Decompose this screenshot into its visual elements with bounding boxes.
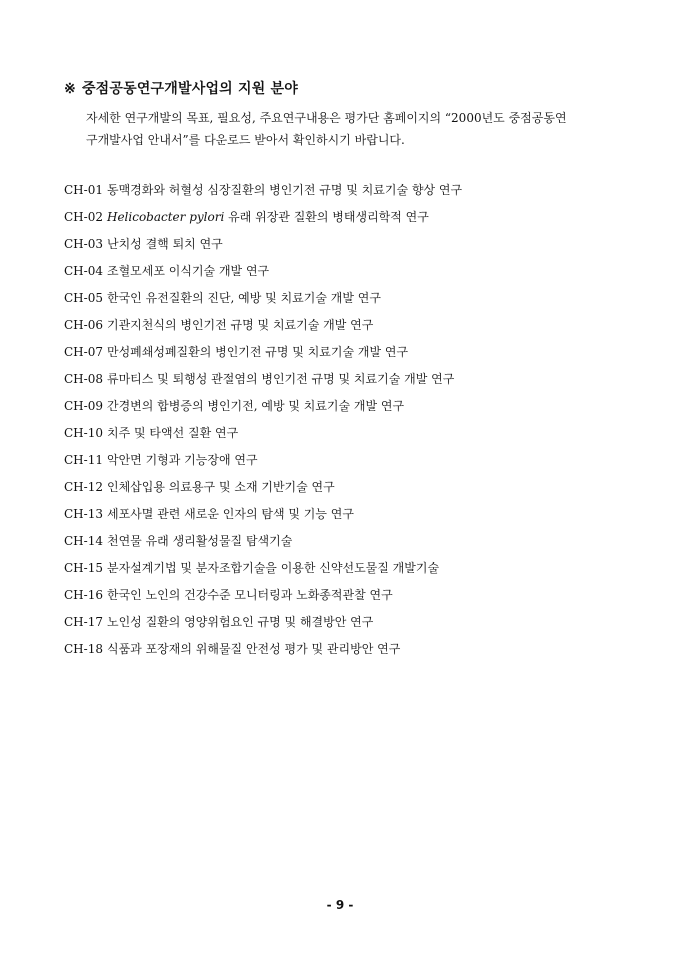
item-title: 한국인 유전질환의 진단, 예방 및 치료기술 개발 연구 [106, 291, 381, 305]
list-item [64, 479, 644, 506]
item-title: 분자설계기법 및 분자조합기술을 이용한 신약선도물질 개발기술 [106, 561, 440, 575]
section-heading [64, 78, 298, 98]
item-code: CH-15 [64, 561, 103, 575]
item-code: CH-07 [64, 345, 103, 359]
item-code: CH-18 [64, 642, 103, 656]
intro-line-2: 구개발사업 안내서”를 다운로드 받아서 확인하시기 바랍니다. [86, 133, 405, 147]
list-item [64, 371, 644, 398]
list-item [64, 182, 644, 209]
item-title: 세포사멸 관련 새로운 인자의 탐색 및 기능 연구 [106, 507, 354, 521]
list-item [64, 425, 644, 452]
item-code: CH-04 [64, 264, 103, 278]
item-code: CH-16 [64, 588, 103, 602]
item-title: 치주 및 타액선 질환 연구 [106, 426, 239, 440]
list-item [64, 290, 644, 317]
list-item [64, 236, 644, 263]
item-code: CH-08 [64, 372, 103, 386]
list-item [64, 506, 644, 533]
item-code: CH-06 [64, 318, 103, 332]
item-title: 인체삽입용 의료용구 및 소재 기반기술 연구 [106, 480, 335, 494]
item-code: CH-09 [64, 399, 103, 413]
reference-mark-icon: ※ [64, 81, 76, 97]
list-item [64, 641, 644, 668]
intro-paragraph [64, 107, 634, 151]
item-title: 악안면 기형과 기능장애 연구 [106, 453, 258, 467]
item-title: 류마티스 및 퇴행성 관절염의 병인기전 규명 및 치료기술 개발 연구 [106, 372, 455, 386]
item-title: 한국인 노인의 건강수준 모니터링과 노화종적관찰 연구 [106, 588, 393, 602]
section-heading-text: 중점공동연구개발사업의 지원 분야 [81, 81, 298, 97]
item-code: CH-05 [64, 291, 103, 305]
item-title: 조혈모세포 이식기술 개발 연구 [106, 264, 270, 278]
item-title: 유래 위장관 질환의 병태생리학적 연구 [224, 210, 429, 224]
item-title: 만성폐쇄성폐질환의 병인기전 규명 및 치료기술 개발 연구 [106, 345, 409, 359]
item-title: 간경변의 합병증의 병인기전, 예방 및 치료기술 개발 연구 [106, 399, 405, 413]
item-code: CH-12 [64, 480, 103, 494]
list-item [64, 614, 644, 641]
item-title: 노인성 질환의 영양위험요인 규명 및 해결방안 연구 [106, 615, 374, 629]
item-title: 식품과 포장재의 위해물질 안전성 평가 및 관리방안 연구 [106, 642, 401, 656]
item-code: CH-11 [64, 453, 103, 467]
item-title: 천연물 유래 생리활성물질 탐색기술 [106, 534, 293, 548]
item-code: CH-14 [64, 534, 103, 548]
list-item [64, 452, 644, 479]
item-code: CH-03 [64, 237, 103, 251]
item-code: CH-01 [64, 183, 103, 197]
page-number: - 9 - [326, 898, 354, 912]
list-item [64, 398, 644, 425]
item-latin-name: Helicobacter pylori [106, 210, 225, 224]
list-item [64, 560, 644, 587]
item-code: CH-13 [64, 507, 103, 521]
list-item [64, 344, 644, 371]
item-title: 동맥경화와 허혈성 심장질환의 병인기전 규명 및 치료기술 향상 연구 [106, 183, 463, 197]
list-item [64, 263, 644, 290]
list-item [64, 587, 644, 614]
intro-line-1: 자세한 연구개발의 목표, 필요성, 주요연구내용은 평가단 홈페이지의 “2000년도 중점공동연 [86, 111, 567, 125]
item-title: 난치성 결핵 퇴치 연구 [106, 237, 223, 251]
item-code: CH-17 [64, 615, 103, 629]
item-title: 기관지천식의 병인기전 규명 및 치료기술 개발 연구 [106, 318, 374, 332]
item-code: CH-10 [64, 426, 103, 440]
list-item [64, 533, 644, 560]
item-code: CH-02 [64, 210, 103, 224]
list-item [64, 209, 644, 236]
list-item [64, 317, 644, 344]
topic-list [64, 182, 644, 668]
